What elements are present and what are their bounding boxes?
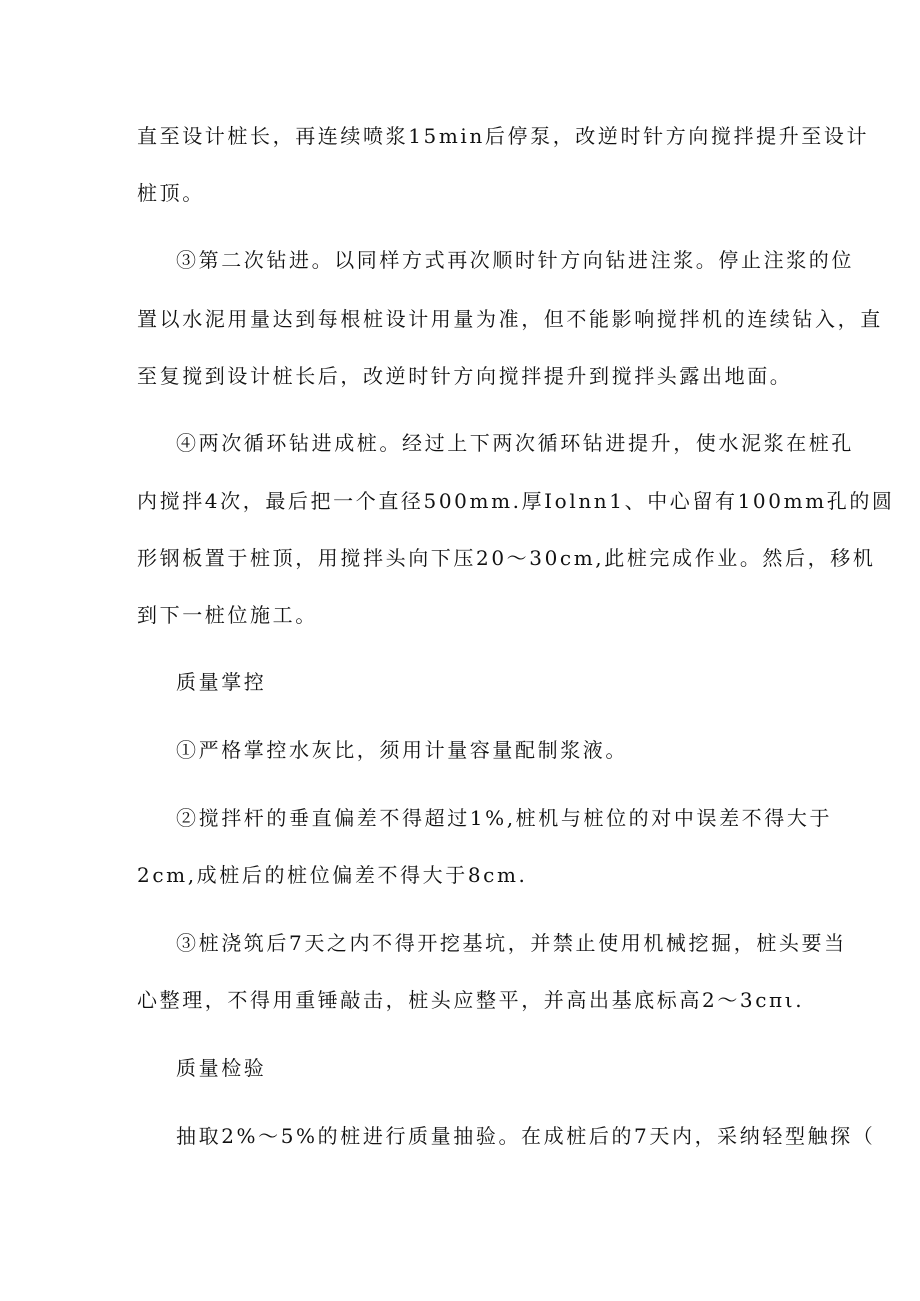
paragraph-step-4-line: 形钢板置于桩顶，用搅拌头向下压20～30cm,此桩完成作业。然后，移机 xyxy=(137,546,876,570)
quality-control-item-3-line: ③桩浇筑后7天之内不得开挖基坑，并禁止使用机械挖掘，桩头要当 xyxy=(176,931,847,955)
section-heading-quality-control: 质量掌控 xyxy=(176,670,267,694)
section-heading-quality-inspection: 质量检验 xyxy=(176,1056,267,1080)
quality-control-item-2-line: ②搅拌杆的垂直偏差不得超过1%,桩机与桩位的对中误差不得大于 xyxy=(176,806,833,830)
paragraph-step-3-line: ③第二次钻进。以同样方式再次顺时针方向钻进注浆。停止注浆的位 xyxy=(176,248,854,272)
paragraph-step-4-line: 内搅拌4次，最后把一个直径500mm.厚Iolnn1、中心留有100mm孔的圆 xyxy=(137,489,895,513)
quality-control-item-1: ①严格掌控水灰比，须用计量容量配制浆液。 xyxy=(176,738,628,762)
quality-inspection-paragraph-line: 抽取2%～5%的桩进行质量抽验。在成桩后的7天内，采纳轻型触探（ xyxy=(176,1124,876,1148)
text-line-continuation: 桩顶。 xyxy=(137,181,205,205)
quality-control-item-2-line: 2cm,成桩后的桩位偏差不得大于8cm. xyxy=(137,863,528,887)
paragraph-step-3-line: 置以水泥用量达到每根桩设计用量为准，但不能影响搅拌机的连续钻入，直 xyxy=(137,307,883,331)
paragraph-step-4-line: 到下一桩位施工。 xyxy=(137,603,318,627)
paragraph-step-3-line: 至复搅到设计桩长后，改逆时针方向搅拌提升到搅拌头露出地面。 xyxy=(137,364,793,388)
quality-control-item-3-line: 心整理，不得用重锤敲击，桩头应整平，并高出基底标高2～3cπι. xyxy=(137,988,805,1012)
paragraph-step-4-line: ④两次循环钻进成桩。经过上下两次循环钻进提升，使水泥浆在桩孔 xyxy=(176,431,854,455)
text-line-continuation: 直至设计桩长，再连续喷浆15min后停泵，改逆时针方向搅拌提升至设计 xyxy=(137,124,870,148)
